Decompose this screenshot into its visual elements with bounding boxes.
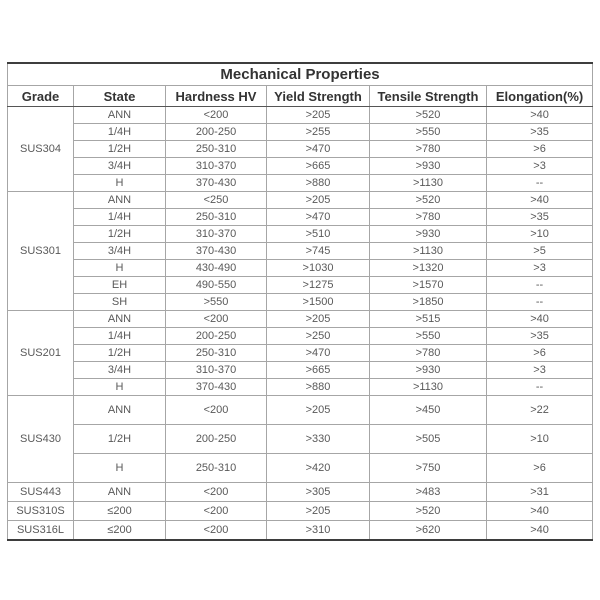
table-title-row <box>8 63 593 86</box>
grade-cell: SUS443 <box>8 483 74 502</box>
table-row <box>8 158 593 175</box>
hardness-cell: 370-430 <box>166 243 267 260</box>
yield-strength-cell: >310 <box>267 521 370 541</box>
hardness-cell: <250 <box>166 192 267 209</box>
tensile-strength-cell: >780 <box>370 345 487 362</box>
yield-strength-cell: >205 <box>267 107 370 124</box>
column-header-yield-strength: Yield Strength <box>267 86 370 107</box>
column-header-hardness: Hardness HV <box>166 86 267 107</box>
state-cell: 1/2H <box>74 226 166 243</box>
elongation-cell: -- <box>487 277 593 294</box>
table-row <box>8 107 593 124</box>
table-body <box>8 107 593 541</box>
table-row <box>8 396 593 425</box>
elongation-cell: >40 <box>487 107 593 124</box>
yield-strength-cell: >510 <box>267 226 370 243</box>
elongation-cell: -- <box>487 379 593 396</box>
table-row <box>8 294 593 311</box>
table-row <box>8 454 593 483</box>
column-header-elongation: Elongation(%) <box>487 86 593 107</box>
hardness-cell: 430-490 <box>166 260 267 277</box>
state-cell: 1/2H <box>74 141 166 158</box>
state-cell: EH <box>74 277 166 294</box>
yield-strength-cell: >1275 <box>267 277 370 294</box>
yield-strength-cell: >1030 <box>267 260 370 277</box>
yield-strength-cell: >305 <box>267 483 370 502</box>
tensile-strength-cell: >505 <box>370 425 487 454</box>
grade-cell: SUS201 <box>8 311 74 396</box>
state-cell: H <box>74 379 166 396</box>
table-row <box>8 345 593 362</box>
yield-strength-cell: >745 <box>267 243 370 260</box>
elongation-cell: >40 <box>487 502 593 521</box>
grade-cell: SUS430 <box>8 396 74 483</box>
tensile-strength-cell: >930 <box>370 158 487 175</box>
yield-strength-cell: >205 <box>267 502 370 521</box>
yield-strength-cell: >420 <box>267 454 370 483</box>
elongation-cell: >40 <box>487 311 593 328</box>
hardness-cell: 200-250 <box>166 425 267 454</box>
hardness-cell: 200-250 <box>166 124 267 141</box>
tensile-strength-cell: >1850 <box>370 294 487 311</box>
yield-strength-cell: >205 <box>267 192 370 209</box>
state-cell: H <box>74 454 166 483</box>
elongation-cell: -- <box>487 175 593 192</box>
hardness-cell: 310-370 <box>166 158 267 175</box>
tensile-strength-cell: >1130 <box>370 243 487 260</box>
elongation-cell: >40 <box>487 192 593 209</box>
state-cell: 3/4H <box>74 158 166 175</box>
table-row <box>8 483 593 502</box>
hardness-cell: 310-370 <box>166 362 267 379</box>
state-cell: 3/4H <box>74 362 166 379</box>
yield-strength-cell: >250 <box>267 328 370 345</box>
table-row <box>8 425 593 454</box>
table-row <box>8 379 593 396</box>
tensile-strength-cell: >450 <box>370 396 487 425</box>
tensile-strength-cell: >930 <box>370 226 487 243</box>
hardness-cell: 490-550 <box>166 277 267 294</box>
elongation-cell: >35 <box>487 328 593 345</box>
elongation-cell: >31 <box>487 483 593 502</box>
hardness-cell: 250-310 <box>166 141 267 158</box>
table-row <box>8 243 593 260</box>
table-row <box>8 226 593 243</box>
table-header-row <box>8 86 593 107</box>
state-cell: 3/4H <box>74 243 166 260</box>
hardness-cell: 200-250 <box>166 328 267 345</box>
yield-strength-cell: >470 <box>267 141 370 158</box>
table-row <box>8 192 593 209</box>
table-title: Mechanical Properties <box>8 63 593 86</box>
table-row <box>8 277 593 294</box>
hardness-cell: 370-430 <box>166 379 267 396</box>
elongation-cell: >6 <box>487 345 593 362</box>
state-cell: H <box>74 260 166 277</box>
tensile-strength-cell: >1570 <box>370 277 487 294</box>
state-cell: H <box>74 175 166 192</box>
elongation-cell: >5 <box>487 243 593 260</box>
table-row <box>8 362 593 379</box>
column-header-grade: Grade <box>8 86 74 107</box>
yield-strength-cell: >880 <box>267 175 370 192</box>
elongation-cell: >35 <box>487 124 593 141</box>
hardness-cell: 370-430 <box>166 175 267 192</box>
column-header-tensile-strength: Tensile Strength <box>370 86 487 107</box>
tensile-strength-cell: >930 <box>370 362 487 379</box>
tensile-strength-cell: >520 <box>370 192 487 209</box>
state-cell: ANN <box>74 396 166 425</box>
elongation-cell: -- <box>487 294 593 311</box>
grade-cell: SUS310S <box>8 502 74 521</box>
yield-strength-cell: >470 <box>267 345 370 362</box>
table-row <box>8 209 593 226</box>
hardness-cell: <200 <box>166 311 267 328</box>
yield-strength-cell: >1500 <box>267 294 370 311</box>
elongation-cell: >40 <box>487 521 593 541</box>
mechanical-properties-table <box>7 62 593 541</box>
tensile-strength-cell: >520 <box>370 502 487 521</box>
yield-strength-cell: >470 <box>267 209 370 226</box>
state-cell: 1/2H <box>74 425 166 454</box>
state-cell: ≤200 <box>74 502 166 521</box>
yield-strength-cell: >330 <box>267 425 370 454</box>
tensile-strength-cell: >750 <box>370 454 487 483</box>
state-cell: 1/2H <box>74 345 166 362</box>
elongation-cell: >10 <box>487 425 593 454</box>
column-header-state: State <box>74 86 166 107</box>
state-cell: ANN <box>74 107 166 124</box>
hardness-cell: 250-310 <box>166 209 267 226</box>
state-cell: ≤200 <box>74 521 166 541</box>
state-cell: 1/4H <box>74 124 166 141</box>
elongation-cell: >3 <box>487 362 593 379</box>
tensile-strength-cell: >1130 <box>370 379 487 396</box>
state-cell: 1/4H <box>74 328 166 345</box>
tensile-strength-cell: >520 <box>370 107 487 124</box>
state-cell: SH <box>74 294 166 311</box>
hardness-cell: <200 <box>166 483 267 502</box>
yield-strength-cell: >255 <box>267 124 370 141</box>
elongation-cell: >3 <box>487 260 593 277</box>
grade-cell: SUS304 <box>8 107 74 192</box>
yield-strength-cell: >880 <box>267 379 370 396</box>
table-row <box>8 260 593 277</box>
tensile-strength-cell: >483 <box>370 483 487 502</box>
hardness-cell: <200 <box>166 521 267 541</box>
table-row <box>8 175 593 192</box>
table-row <box>8 502 593 521</box>
elongation-cell: >6 <box>487 141 593 158</box>
tensile-strength-cell: >780 <box>370 209 487 226</box>
hardness-cell: <200 <box>166 396 267 425</box>
table-row <box>8 328 593 345</box>
table-row <box>8 141 593 158</box>
hardness-cell: <200 <box>166 107 267 124</box>
elongation-cell: >10 <box>487 226 593 243</box>
tensile-strength-cell: >550 <box>370 328 487 345</box>
elongation-cell: >35 <box>487 209 593 226</box>
state-cell: ANN <box>74 311 166 328</box>
table-row <box>8 124 593 141</box>
tensile-strength-cell: >1130 <box>370 175 487 192</box>
tensile-strength-cell: >550 <box>370 124 487 141</box>
table-row <box>8 521 593 541</box>
tensile-strength-cell: >780 <box>370 141 487 158</box>
grade-cell: SUS316L <box>8 521 74 541</box>
yield-strength-cell: >205 <box>267 396 370 425</box>
tensile-strength-cell: >1320 <box>370 260 487 277</box>
hardness-cell: 250-310 <box>166 454 267 483</box>
hardness-cell: >550 <box>166 294 267 311</box>
yield-strength-cell: >665 <box>267 158 370 175</box>
elongation-cell: >3 <box>487 158 593 175</box>
elongation-cell: >22 <box>487 396 593 425</box>
hardness-cell: 250-310 <box>166 345 267 362</box>
state-cell: ANN <box>74 192 166 209</box>
tensile-strength-cell: >515 <box>370 311 487 328</box>
state-cell: ANN <box>74 483 166 502</box>
yield-strength-cell: >205 <box>267 311 370 328</box>
elongation-cell: >6 <box>487 454 593 483</box>
hardness-cell: 310-370 <box>166 226 267 243</box>
table-row <box>8 311 593 328</box>
state-cell: 1/4H <box>74 209 166 226</box>
tensile-strength-cell: >620 <box>370 521 487 541</box>
yield-strength-cell: >665 <box>267 362 370 379</box>
grade-cell: SUS301 <box>8 192 74 311</box>
hardness-cell: <200 <box>166 502 267 521</box>
